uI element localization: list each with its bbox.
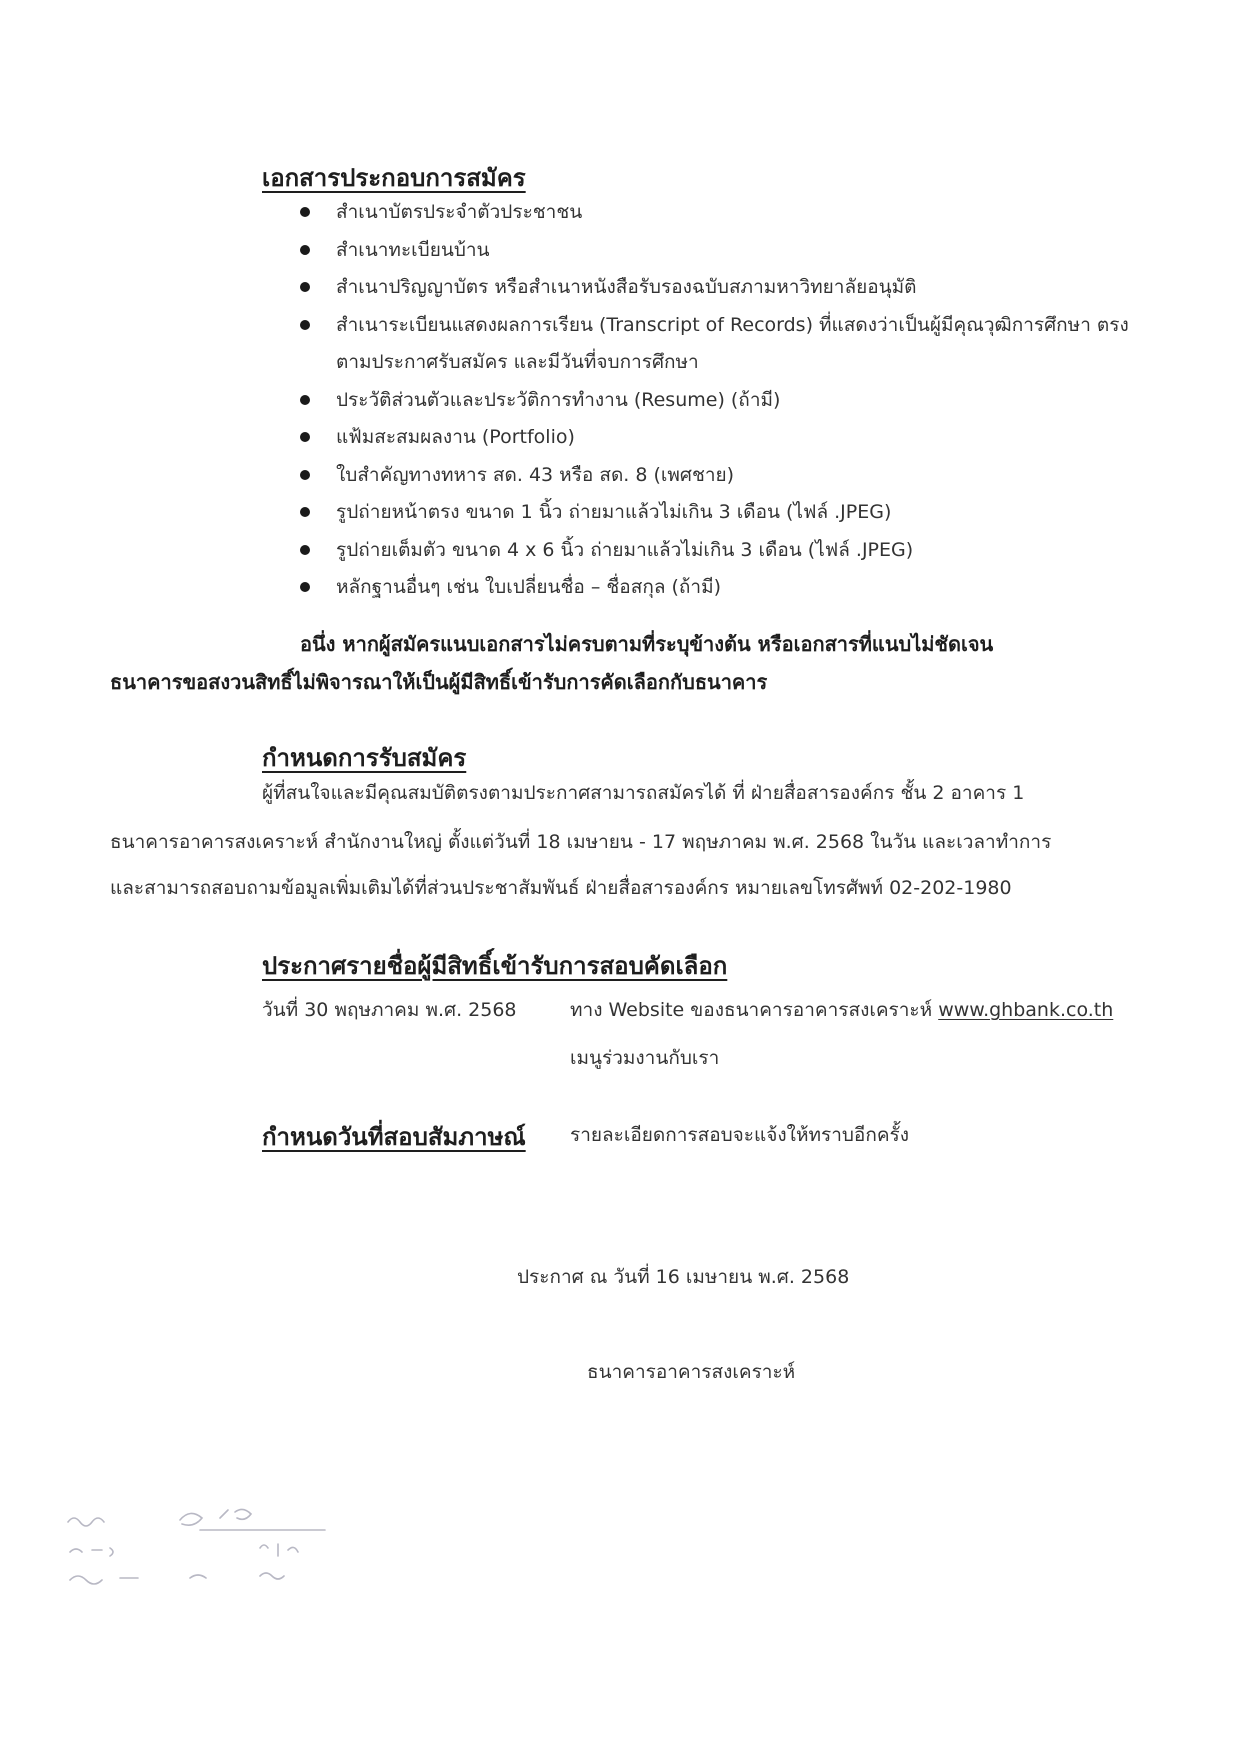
notice-line-2: ธนาคารขอสงวนสิทธิ์ไม่พิจารณาให้เป็นผู้มีสิทธิ์เข้ารับการคัดเลือกกับธนาคาร bbox=[110, 670, 768, 694]
documents-heading: เอกสารประกอบการสมัคร bbox=[262, 164, 526, 192]
list-item bbox=[300, 532, 1160, 570]
list-item-text: หลักฐานอื่นๆ เช่น ใบเปลี่ยนชื่อ – ชื่อสกุล (ถ้ามี) bbox=[336, 576, 722, 598]
bullet-icon bbox=[300, 207, 310, 217]
list-item-text: สำเนาทะเบียนบ้าน bbox=[336, 238, 490, 261]
list-item-text: รูปถ่ายเต็มตัว ขนาด 4 x 6 นิ้ว ถ่ายมาแล้วไม่เกิน 3 เดือน (ไฟล์ .JPEG) bbox=[336, 538, 914, 561]
list-item bbox=[300, 232, 1160, 270]
list-item bbox=[300, 457, 1160, 495]
bullet-icon bbox=[300, 582, 310, 592]
candidates-channel bbox=[570, 995, 1113, 1025]
issuer-name: ธนาคารอาคารสงเคราะห์ bbox=[587, 1361, 796, 1383]
application-line-1: ผู้ที่สนใจและมีคุณสมบัติตรงตามประกาศสามารถสมัครได้ ที่ ฝ่ายสื่อสารองค์กร ชั้น 2 อาคาร 1 bbox=[262, 782, 1025, 804]
application-line-2: ธนาคารอาคารสงเคราะห์ สำนักงานใหญ่ ตั้งแต่วันที่ 18 เมษายน - 17 พฤษภาคม พ.ศ. 2568 ในวัน และเวลาทำการ bbox=[110, 831, 1052, 853]
documents-list bbox=[300, 194, 1160, 607]
application-line-3: และสามารถสอบถามข้อมูลเพิ่มเติมได้ที่ส่วนประชาสัมพันธ์ ฝ่ายสื่อสารองค์กร หมายเลขโทรศัพท์ 02-202-1980 bbox=[110, 877, 1012, 899]
list-item-text: สำเนาบัตรประจำตัวประชาชน bbox=[336, 201, 583, 223]
bullet-icon bbox=[300, 320, 310, 330]
bullet-icon bbox=[300, 470, 310, 480]
candidates-heading: ประกาศรายชื่อผู้มีสิทธิ์เข้ารับการสอบคัดเลือก bbox=[262, 952, 728, 980]
candidates-date: วันที่ 30 พฤษภาคม พ.ศ. 2568 bbox=[262, 999, 517, 1021]
interview-heading: กำหนดวันที่สอบสัมภาษณ์ bbox=[262, 1123, 526, 1151]
list-item-text: ใบสำคัญทางทหาร สด. 43 หรือ สด. 8 (เพศชาย) bbox=[336, 463, 735, 486]
bullet-icon bbox=[300, 282, 310, 292]
list-item-text: แฟ้มสะสมผลงาน (Portfolio) bbox=[336, 426, 575, 448]
bullet-icon bbox=[300, 245, 310, 255]
candidates-channel-text: ทาง Website ของธนาคารอาคารสงเคราะห์ bbox=[570, 999, 933, 1021]
ghbank-website-link[interactable]: www.ghbank.co.th bbox=[938, 999, 1114, 1021]
list-item-text: ประวัติส่วนตัวและประวัติการทำงาน (Resume) (ถ้ามี) bbox=[336, 388, 781, 411]
announce-date: ประกาศ ณ วันที่ 16 เมษายน พ.ศ. 2568 bbox=[517, 1266, 850, 1288]
list-item-text: สำเนาปริญญาบัตร หรือสำเนาหนังสือรับรองฉบับสภามหาวิทยาลัยอนุมัติ bbox=[336, 276, 917, 298]
signature-initials-icon bbox=[60, 1500, 340, 1590]
list-item bbox=[300, 382, 1160, 420]
list-item bbox=[300, 419, 1160, 457]
bullet-icon bbox=[300, 545, 310, 555]
bullet-icon bbox=[300, 507, 310, 517]
list-item-text: สำเนาระเบียนแสดงผลการเรียน (Transcript of Records) ที่แสดงว่าเป็นผู้มีคุณวุฒิการศึกษา ตรงตามประกาศรับสมัคร และมีวันที่จบการศึกษา bbox=[336, 313, 1129, 373]
list-item-text: รูปถ่ายหน้าตรง ขนาด 1 นิ้ว ถ่ายมาแล้วไม่เกิน 3 เดือน (ไฟล์ .JPEG) bbox=[336, 501, 892, 523]
list-item bbox=[300, 307, 1156, 382]
candidates-menu: เมนูร่วมงานกับเรา bbox=[570, 1047, 720, 1069]
list-item bbox=[300, 269, 1160, 307]
interview-text: รายละเอียดการสอบจะแจ้งให้ทราบอีกครั้ง bbox=[570, 1124, 910, 1146]
list-item bbox=[300, 569, 1160, 607]
list-item bbox=[300, 494, 1160, 532]
bullet-icon bbox=[300, 395, 310, 405]
notice-line-1: อนึ่ง หากผู้สมัครแนบเอกสารไม่ครบตามที่ระบุข้างต้น หรือเอกสารที่แนบไม่ชัดเจน bbox=[300, 632, 994, 656]
application-heading: กำหนดการรับสมัคร bbox=[262, 744, 467, 772]
bullet-icon bbox=[300, 432, 310, 442]
list-item bbox=[300, 194, 1160, 232]
